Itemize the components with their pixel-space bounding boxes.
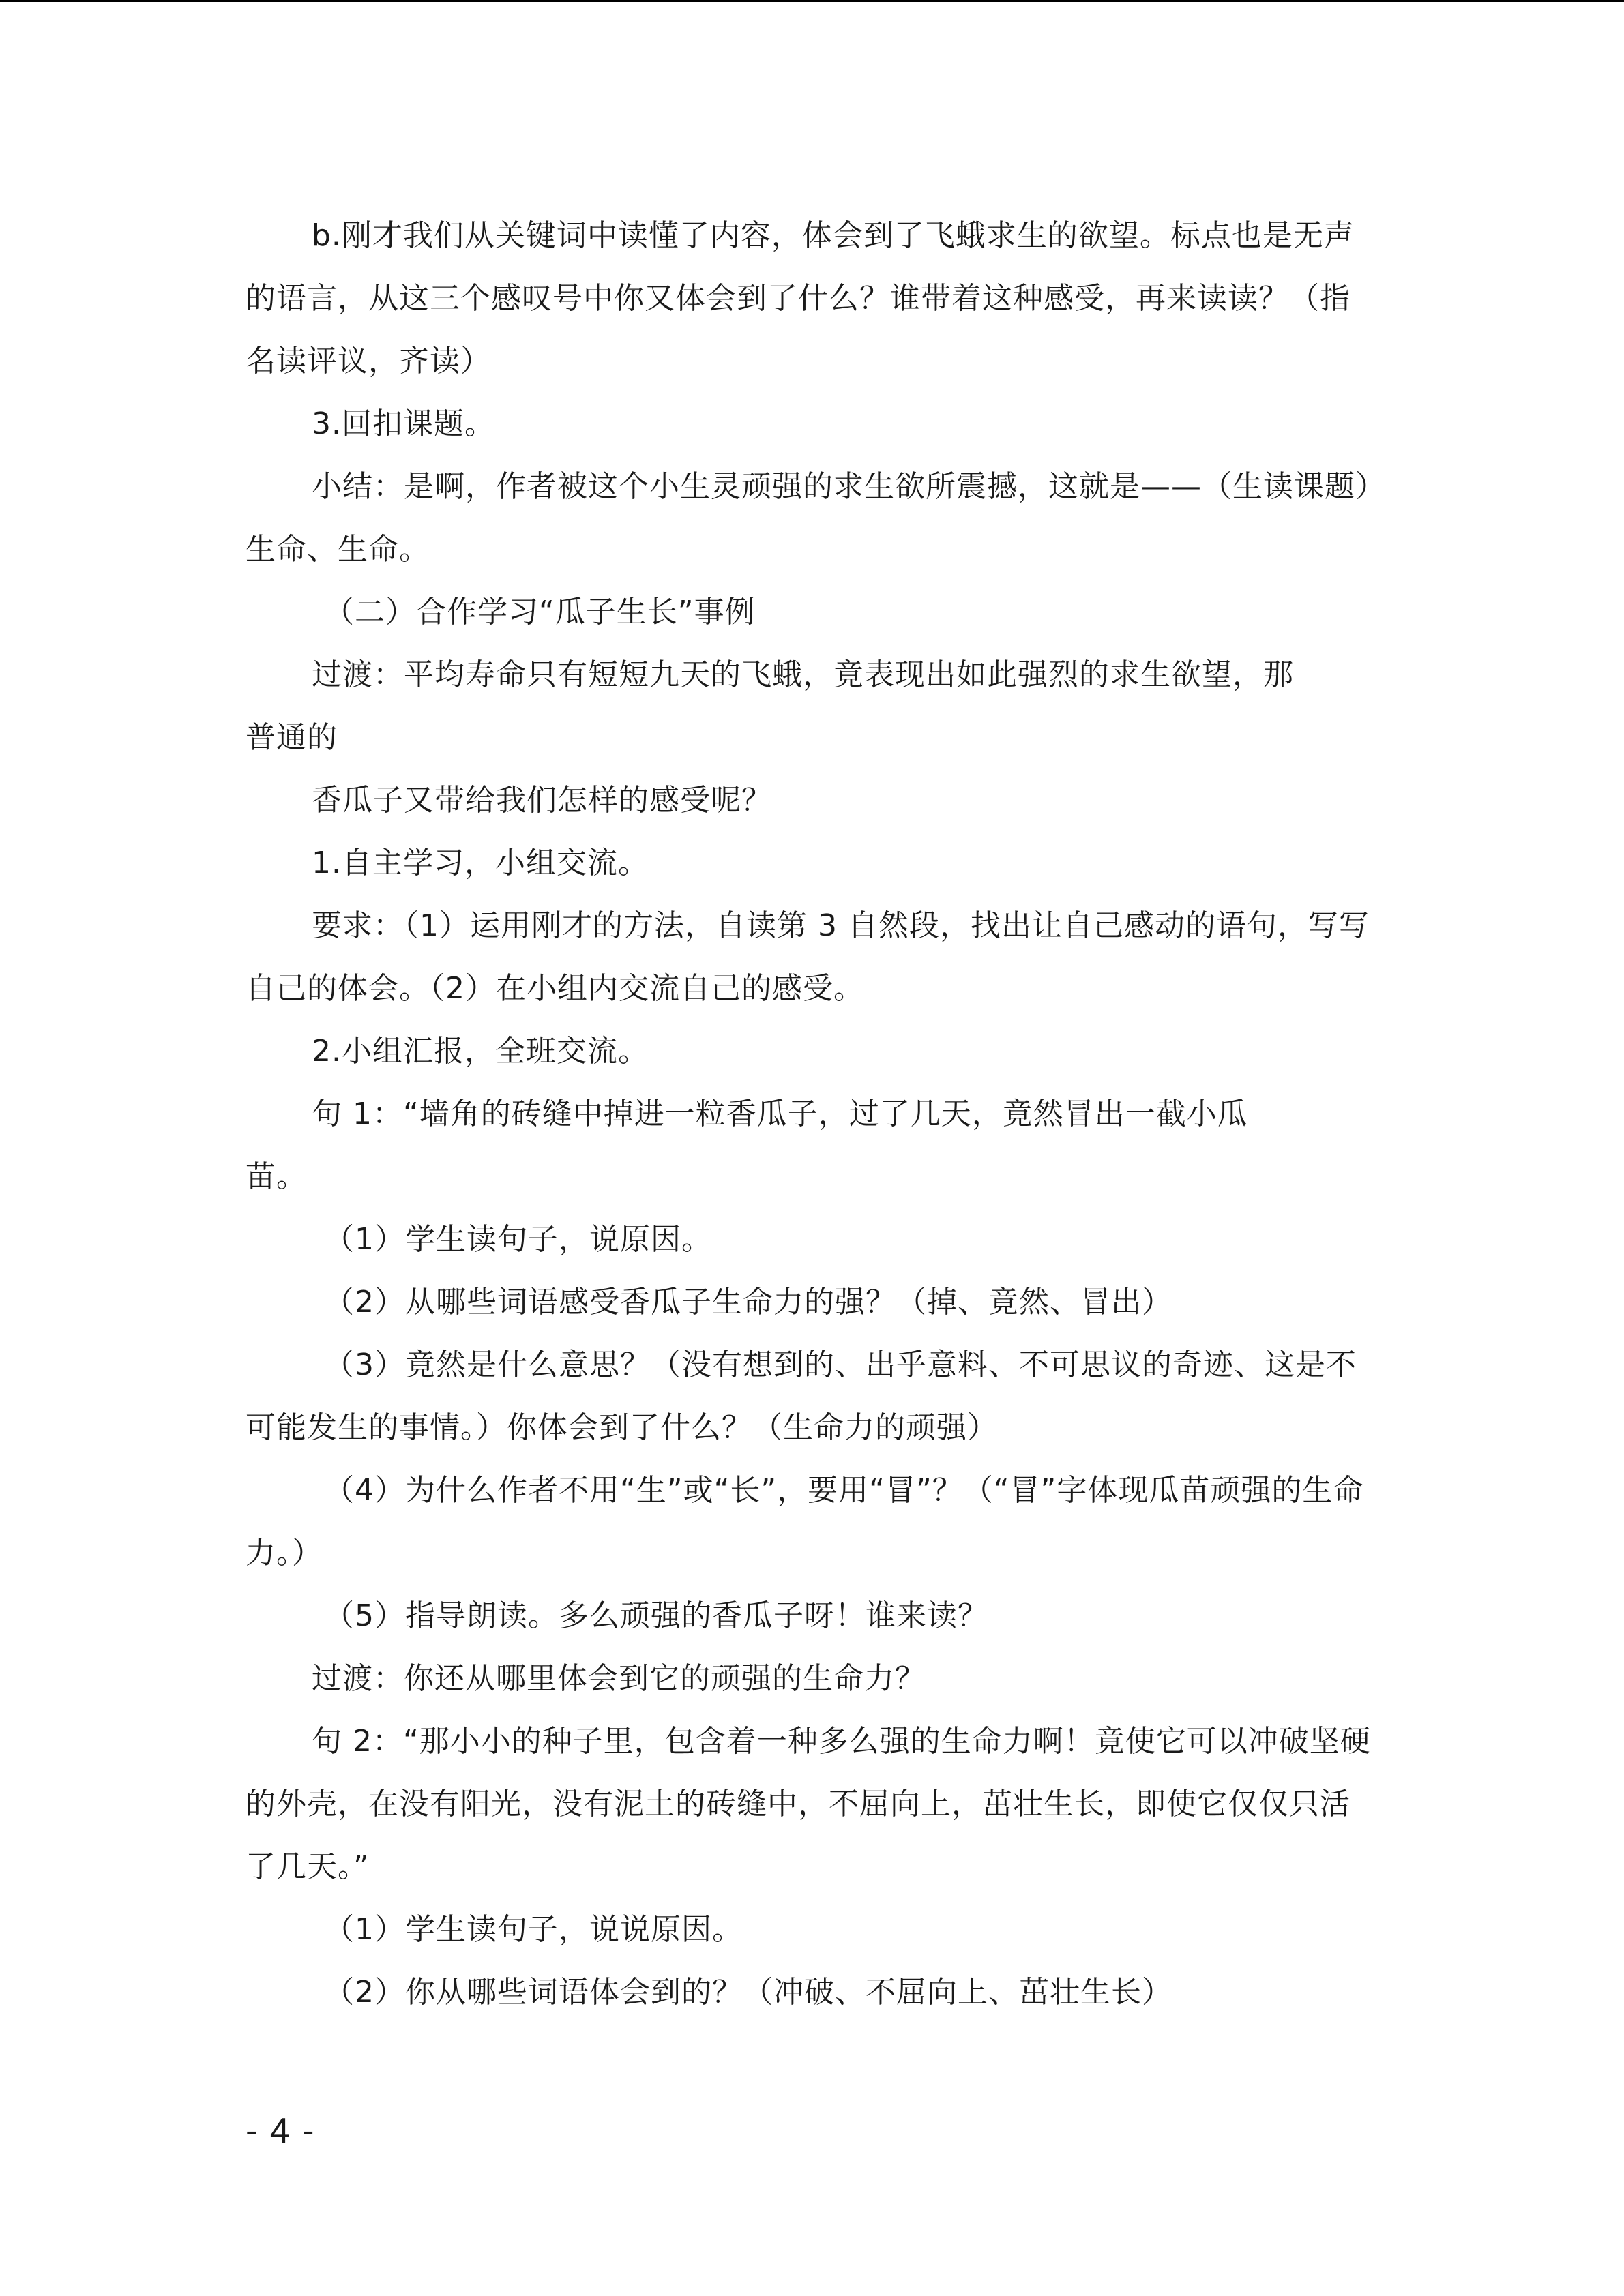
paragraph-transition-1: 过渡：平均寿命只有短短九天的飞蛾，竟表现出如此强烈的求生欲望，那 <box>312 657 1294 692</box>
paragraph-transition-question: 香瓜子又带给我们怎样的感受呢？ <box>312 783 772 818</box>
document-body <box>246 205 1378 2024</box>
list-item-5: （5）指导朗读。多么顽强的香瓜子呀！谁来读？ <box>324 1598 988 1633</box>
paragraph-sentence-1-continued: 苗。 <box>246 1159 307 1194</box>
paragraph-transition-2: 过渡：你还从哪里体会到它的顽强的生命力？ <box>312 1661 926 1696</box>
section-heading-cooperative-learning: （二）合作学习“瓜子生长”事例 <box>324 595 756 629</box>
paragraph-punctuation-question: b.刚才我们从关键词中读懂了内容，体会到了飞蛾求生的欲望。标点也是无声的语言，从这三个感叹号中你又体会到了什么？谁带着这种感受，再来读读？（指名读评议，齐读） <box>246 218 1355 378</box>
list-item-1: （1）学生读句子，说原因。 <box>324 1222 712 1257</box>
list-item-7: （2）你从哪些词语体会到的？（冲破、不屈向上、茁壮生长） <box>324 1975 1172 2010</box>
list-item-4: （4）为什么作者不用“生”或“长”，要用“冒”？（“冒”字体现瓜苗顽强的生命力。） <box>246 1473 1364 1570</box>
page-number: - 4 - <box>246 2111 316 2151</box>
paragraph-sentence-1: 句 1：“墙角的砖缝中掉进一粒香瓜子，过了几天，竟然冒出一截小瓜 <box>312 1097 1248 1131</box>
list-item-6: （1）学生读句子，说说原因。 <box>324 1912 743 1947</box>
top-border-line <box>0 0 1624 2</box>
list-item-3: （3）竟然是什么意思？（没有想到的、出乎意料、不可思议的奇迹、这是不可能发生的事情。）你体会到了什么？（生命力的顽强） <box>246 1347 1357 1445</box>
paragraph-return-to-title: 3.回扣课题。 <box>312 406 495 441</box>
paragraph-self-study: 1.自主学习，小组交流。 <box>312 846 649 880</box>
paragraph-requirements: 要求：（1）运用刚才的方法，自读第 3 自然段，找出让自己感动的语句，写写自己的体会。（2）在小组内交流自己的感受。 <box>246 908 1370 1006</box>
paragraph-transition-continued: 普通的 <box>246 720 338 755</box>
paragraph-group-report: 2.小组汇报，全班交流。 <box>312 1034 649 1069</box>
paragraph-summary: 小结：是啊，作者被这个小生灵顽强的求生欲所震撼，这就是——（生读课题）生命、生命。 <box>246 469 1371 567</box>
paragraph-sentence-2: 句 2：“那小小的种子里，包含着一种多么强的生命力啊！竟使它可以冲破坚硬的外壳，在没有阳光，没有泥土的砖缝中，不屈向上，茁壮生长，即使它仅仅只活了几天。” <box>246 1724 1371 1884</box>
list-item-2: （2）从哪些词语感受香瓜子生命力的强？（掉、竟然、冒出） <box>324 1285 1172 1320</box>
